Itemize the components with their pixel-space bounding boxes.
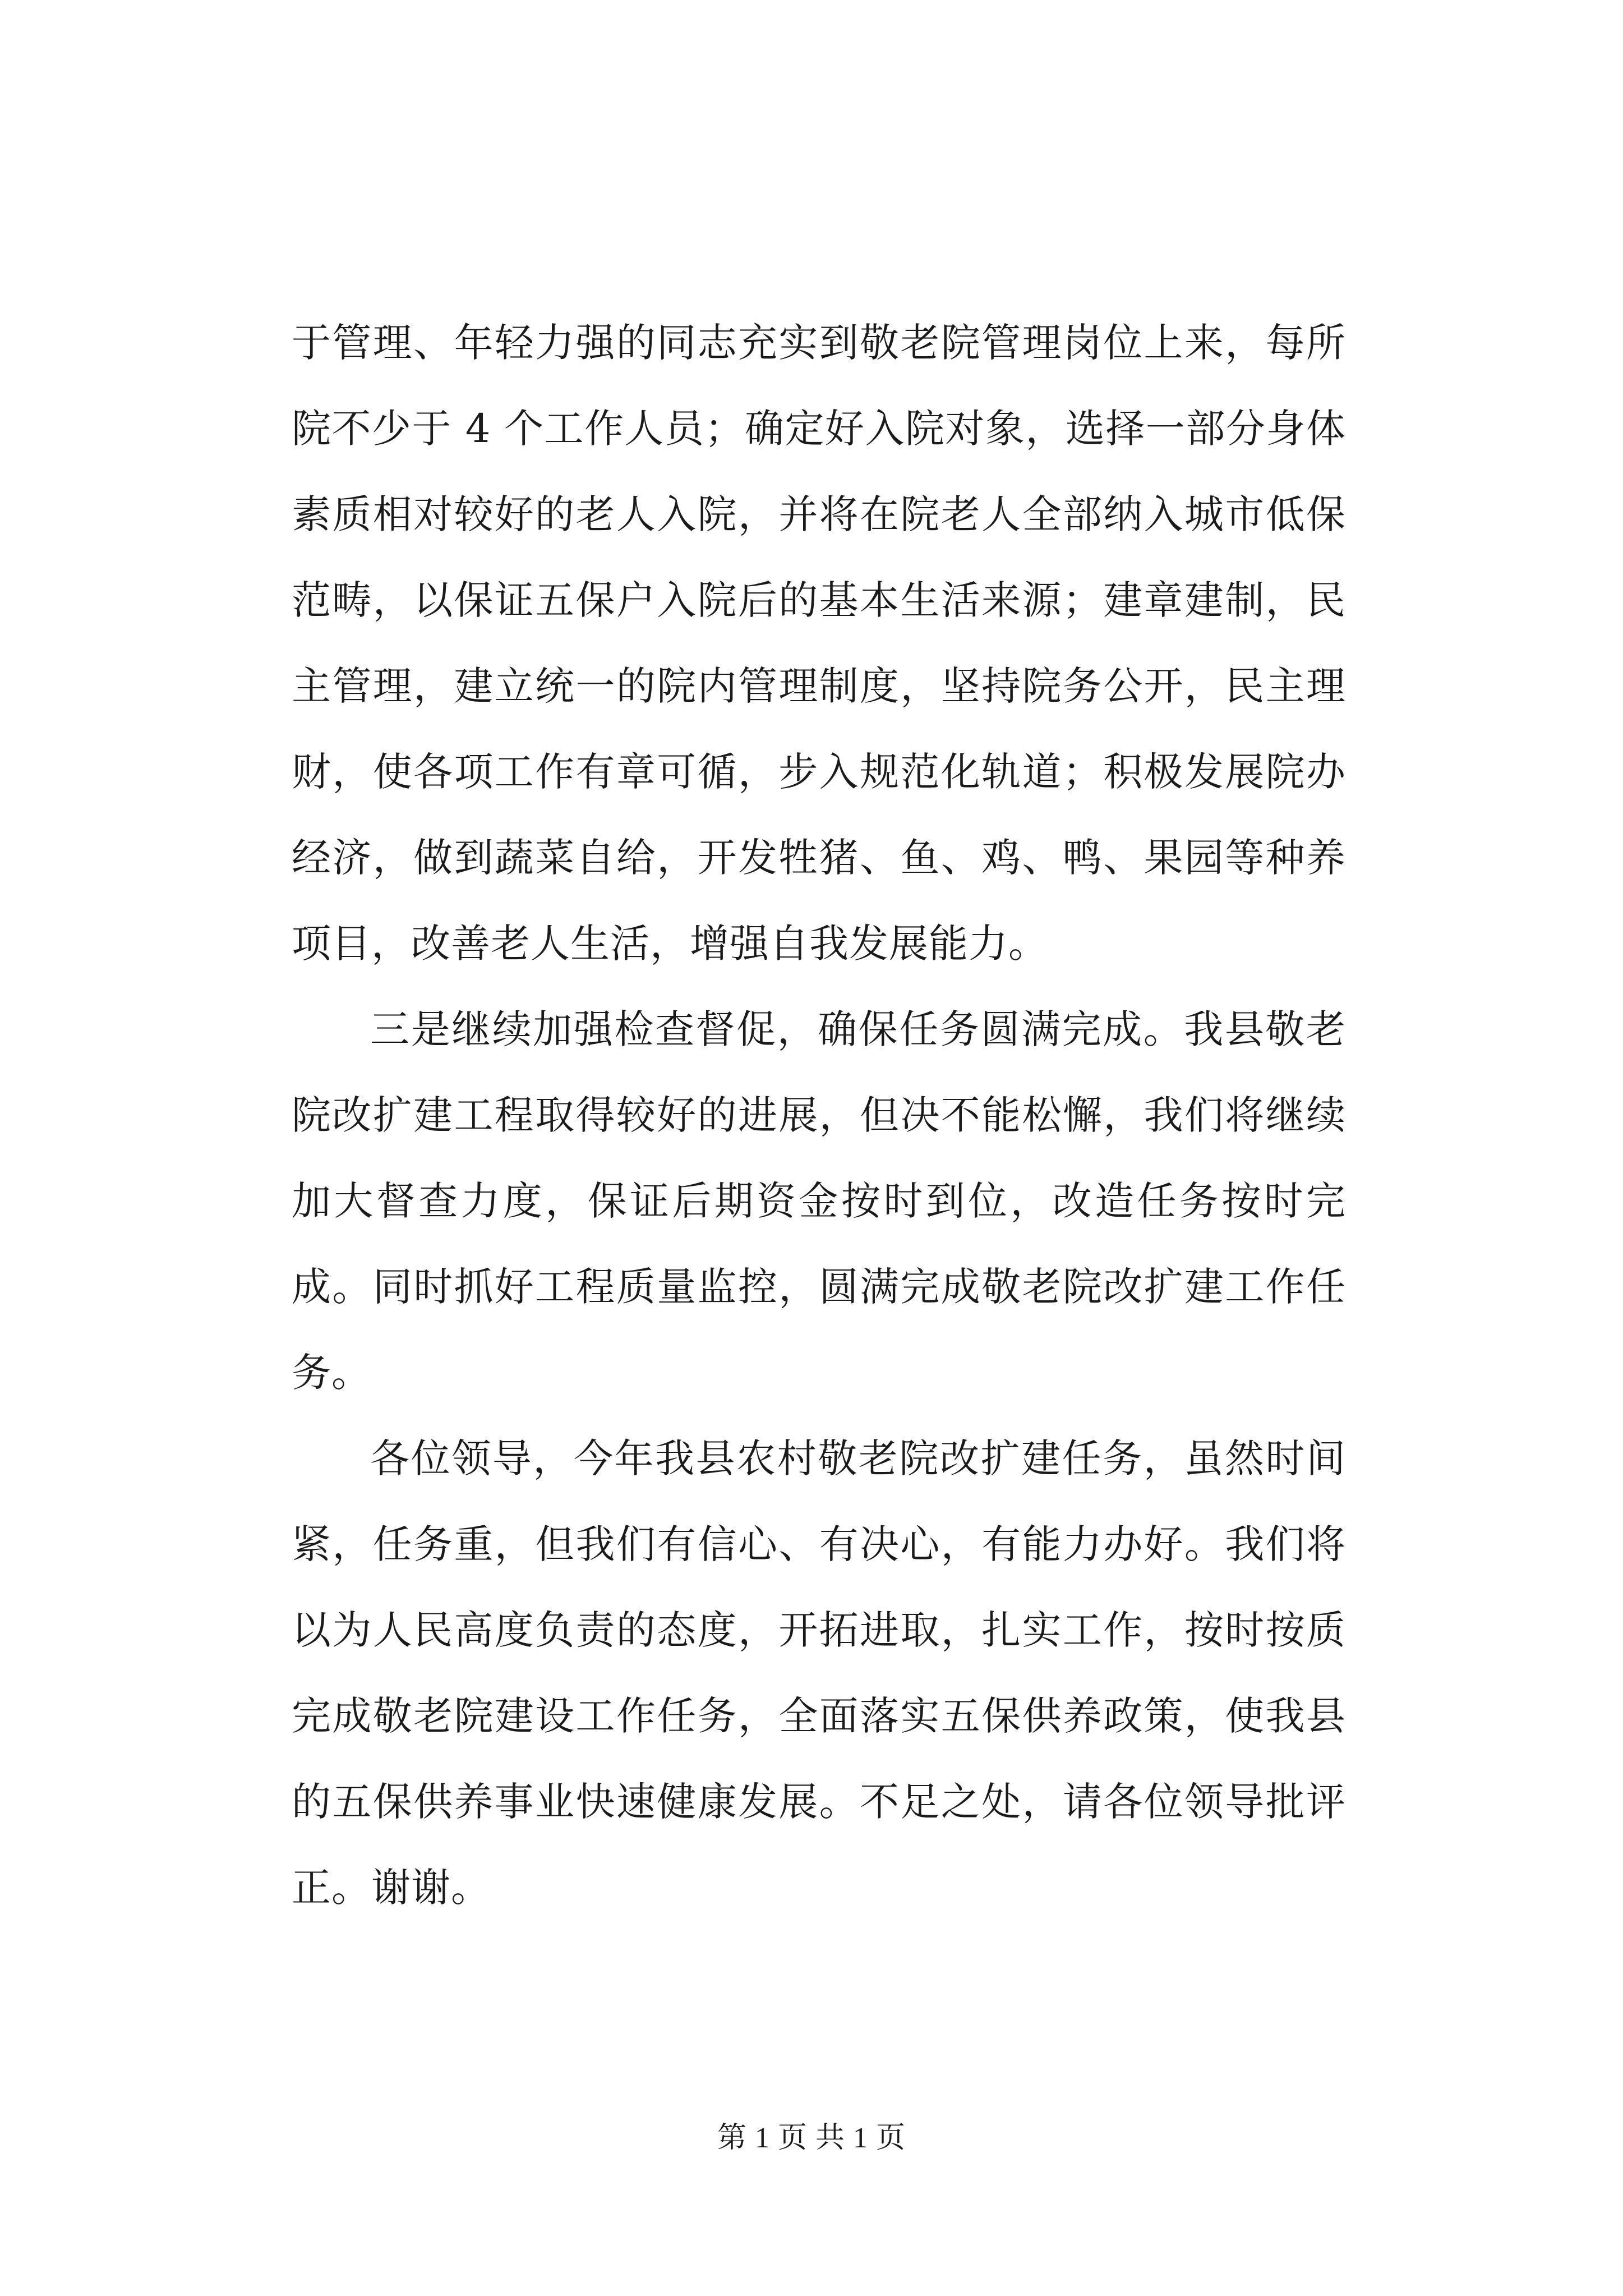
paragraph-continuation: 于管理、年轻力强的同志充实到敬老院管理岗位上来，每所院不少于 4 个工作人员；确定好入院对象，选择一部分身体素质相对较好的老人入院，并将在院老人全部纳入城市低保范畴，以保证五保户入院后的基本生活来源；建章建制，民主管理，建立统一的院内管理制度，坚持院务公开，民主理财，使各项工作有章可循，步入规范化轨道；积极发展院办经济，做到蔬菜自给，开发牲猪、鱼、鸡、鸭、果园等种养项目，改善老人生活，增强自我发展能力。 (292, 320, 1346, 967)
document-body (292, 300, 1346, 1931)
page-number-footer: 第 1 页 共 1 页 (717, 2122, 906, 2154)
paragraph-closing: 各位领导，今年我县农村敬老院改扩建任务，虽然时间紧，任务重，但我们有信心、有决心，有能力办好。我们将以为人民高度负责的态度，开拓进取，扎实工作，按时按质完成敬老院建设工作任务，全面落实五保供养政策，使我县的五保供养事业快速健康发展。不足之处，请各位领导批评正。谢谢。 (292, 1435, 1346, 1911)
paragraph-inspection: 三是继续加强检查督促，确保任务圆满完成。我县敬老院改扩建工程取得较好的进展，但决不能松懈，我们将继续加大督查力度，保证后期资金按时到位，改造任务按时完成。同时抓好工程质量监控，圆满完成敬老院改扩建工作任务。 (292, 1006, 1346, 1396)
